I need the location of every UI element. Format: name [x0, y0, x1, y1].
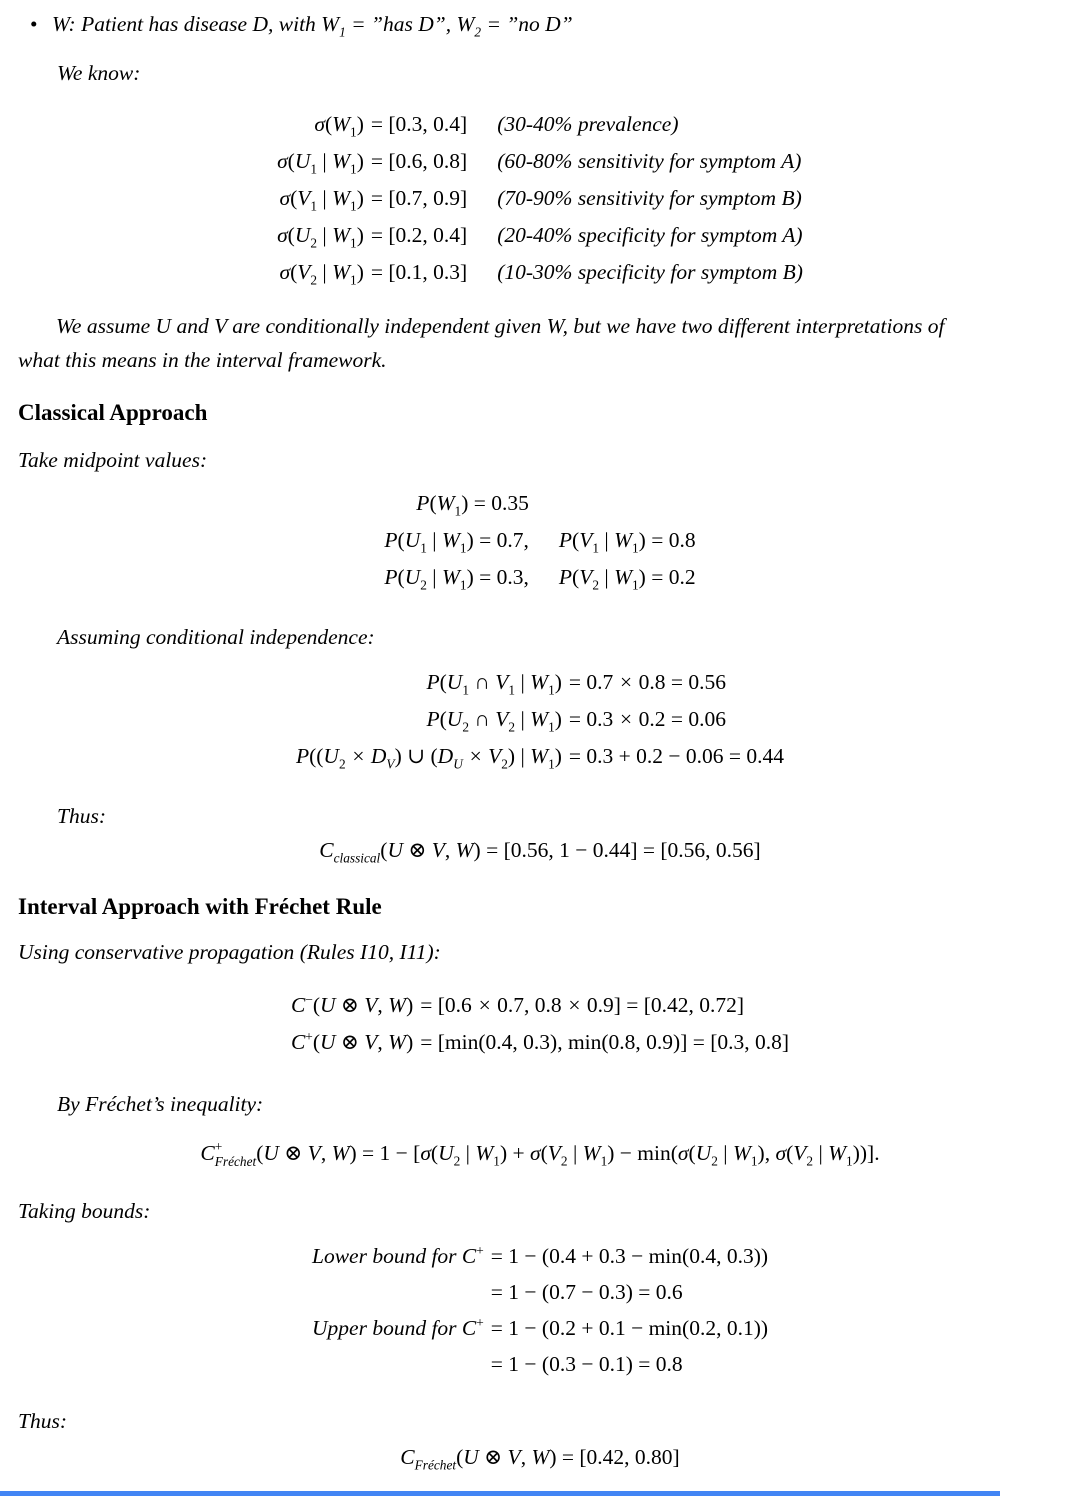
equation-lhs: Lower bound for C+ — [311, 1242, 484, 1268]
bounds-row — [312, 1274, 768, 1310]
bounds-row — [312, 1346, 768, 1382]
independence-row — [296, 701, 784, 738]
midpoint-values-block — [384, 485, 695, 596]
bullet-item — [12, 10, 1080, 38]
equation-lhs: C+(U ⊗ V, W) — [290, 1028, 414, 1054]
equation-comment: (60-80% sensitivity for symptom A) — [497, 149, 802, 173]
midpoint-right-equation — [529, 485, 696, 522]
propagation-row — [291, 1024, 789, 1061]
frechet-result-equation: $C_{Fréchet}(U$ ⊗ V, W) = [0.42, 0.80] — [400, 1444, 680, 1472]
equation-lhs: Upper bound for C+ — [312, 1314, 484, 1340]
equation-comment: (10-30% specificity for symptom B) — [497, 260, 803, 284]
equation-rhs: = 1 − (0.3 − 0.1) = 0.8 — [490, 1351, 683, 1376]
propagation-block — [291, 987, 789, 1061]
thus-label-classical: Thus: — [57, 804, 106, 828]
equation-comment: (30-40% prevalence) — [497, 112, 679, 136]
section-heading-interval: Interval Approach with Fréchet Rule — [18, 894, 382, 919]
known-value-row — [277, 106, 803, 143]
equation-lhs — [312, 1274, 484, 1310]
bounds-block — [312, 1238, 768, 1382]
thus-label-frechet: Thus: — [18, 1408, 67, 1433]
equation-rhs: = [0.1, 0.3] — [370, 260, 468, 284]
equation-rhs: = 1 − (0.2 + 0.1 − min(0.2, 0.1)) — [490, 1315, 769, 1340]
equation-lhs: $P(U_2$ ∩ $V_2$ | $W_1$) — [426, 707, 562, 735]
equation-rhs: = [0.7, 0.9] — [370, 186, 468, 210]
known-value-row — [277, 180, 803, 217]
equation-rhs: = [0.6, 0.8] — [370, 149, 468, 173]
known-value-row — [277, 217, 803, 254]
independence-row — [296, 738, 784, 775]
bounds-row — [312, 1238, 768, 1274]
known-value-row — [277, 143, 803, 180]
equation-rhs: = [0.6 × 0.7, 0.8 × 0.9] = [0.42, 0.72] — [420, 993, 745, 1017]
midpoint-left-equation: $P(U_2$ | $W_1) = 0.3$, — [384, 565, 529, 593]
independence-block — [296, 664, 784, 775]
equation-comment: (20-40% specificity for symptom A) — [497, 223, 803, 247]
bullet-text: W: Patient has disease D, with $W_1$ = ”has D”, $W_2$ = ”no D” — [52, 12, 573, 40]
equation-lhs: $\sigma(V_2$ | $W_1$) — [279, 260, 364, 288]
bounds-row — [312, 1310, 768, 1346]
known-values-block — [277, 106, 803, 291]
midpoint-row — [384, 485, 695, 522]
known-value-row — [277, 254, 803, 291]
equation-rhs: = 0.7 × 0.8 = 0.56 — [568, 670, 726, 694]
independence-label: Assuming conditional independence: — [57, 625, 375, 649]
frechet-inequality-equation: C + Fréchet (U ⊗ V, $W) = 1 - [\sigma(U_2$ | $W_1) + \sigma(V_2$ | $W_1) - \min(\sigma(U_2$ | $W_1$), $\sigma(V_2$ | $W_1$))]. — [200, 1138, 880, 1170]
assumption-paragraph: We assume U and V are conditionally independent given W, but we have two different interpretations of what this means in the interval framework. — [18, 314, 945, 372]
midpoint-left-equation: $P(W_1) = 0.35$ — [416, 491, 529, 519]
midpoint-row — [384, 559, 695, 596]
equation-comment: (70-90% sensitivity for symptom B) — [497, 186, 802, 210]
section-heading-classical: Classical Approach — [18, 400, 208, 425]
bottom-accent-bar — [0, 1491, 1000, 1496]
equation-rhs: = [0.2, 0.4] — [370, 223, 468, 247]
midpoint-right-equation: $P(V_1$ | $W_1) = 0.8$ — [558, 528, 696, 556]
midpoint-right-equation: $P(V_2$ | $W_1) = 0.2$ — [558, 565, 696, 593]
equation-rhs: = 1 − (0.7 − 0.3) = 0.6 — [490, 1279, 683, 1304]
propagation-row — [291, 987, 789, 1024]
equation-lhs: $\sigma(U_1$ | $W_1$) — [277, 149, 364, 177]
frechet-inequality-label: By Fréchet’s inequality: — [57, 1092, 264, 1116]
take-midpoint-label: Take midpoint values: — [18, 448, 208, 472]
equation-rhs: = [min(0.4, 0.3), min(0.8, 0.9)] = [0.3, 0.8] — [420, 1030, 790, 1054]
independence-row — [296, 664, 784, 701]
equation-lhs: $P(U_1$ ∩ $V_1$ | $W_1$) — [426, 670, 562, 698]
equation-rhs: = 0.3 × 0.2 = 0.06 — [568, 707, 726, 731]
equation-lhs: $\sigma(V_1$ | $W_1$) — [279, 186, 364, 214]
equation-rhs: = [0.3, 0.4] — [370, 112, 468, 136]
equation-lhs — [312, 1346, 484, 1382]
bullet-marker: • — [30, 12, 38, 36]
equation-lhs: $\sigma(W_1)$ — [314, 112, 364, 140]
propagation-label: Using conservative propagation (Rules I10, I11): — [18, 940, 441, 964]
equation-lhs: $\sigma(U_2$ | $W_1$) — [277, 223, 364, 251]
equation-rhs: = 0.3 + 0.2 − 0.06 = 0.44 — [568, 744, 785, 768]
we-know-label: We know: — [57, 61, 141, 85]
midpoint-left-equation: $P(U_1$ | $W_1) = 0.7$, — [384, 528, 529, 556]
equation-rhs: = 1 − (0.4 + 0.3 − min(0.4, 0.3)) — [490, 1243, 769, 1268]
classical-result-equation: $C_{classical}(U$ ⊗ V, W) = [0.56, 1 − 0.44] = [0.56, 0.56] — [319, 838, 761, 866]
midpoint-row — [384, 522, 695, 559]
taking-bounds-label: Taking bounds: — [18, 1198, 151, 1223]
equation-lhs: $P((U_2 \times D_V)$ ∪ $(D_U \times V_2)$ | $W_1$) — [295, 744, 562, 772]
equation-lhs: C−(U ⊗ V, W) — [290, 991, 414, 1017]
